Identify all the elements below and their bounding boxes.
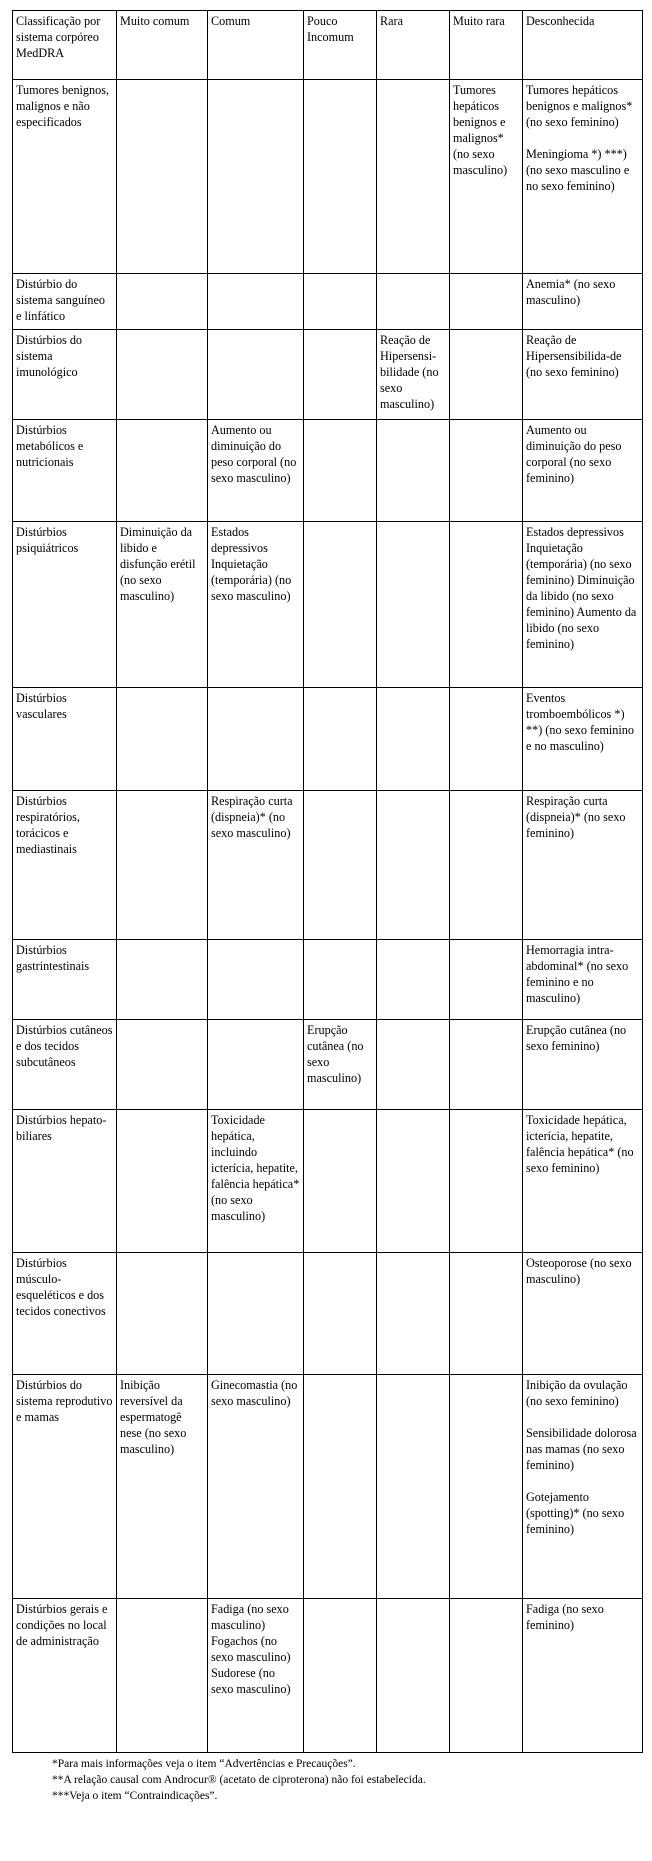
cell-text: Eventos tromboembólicos *) **) (no sexo feminino e no masculino) <box>526 691 634 753</box>
cell-very-rare <box>450 274 523 330</box>
cell-text: Erupção cutânea (no sexo masculino) <box>307 1023 364 1085</box>
paragraph-gap <box>526 130 639 146</box>
header-unknown: Desconhecida <box>523 11 643 80</box>
cell-unknown <box>523 420 643 522</box>
cell-text: Diminuição da libido e disfunção erétil (no sexo masculino) <box>120 525 196 603</box>
cell-very-common <box>117 1253 208 1375</box>
cell-very-rare <box>450 1599 523 1753</box>
cell-very-common <box>117 330 208 420</box>
cell-rare <box>377 330 450 420</box>
cell-uncommon <box>304 80 377 274</box>
cell-uncommon <box>304 330 377 420</box>
cell-unknown <box>523 791 643 940</box>
cell-common <box>208 1375 304 1599</box>
cell-very-rare <box>450 80 523 274</box>
cell-rare <box>377 1020 450 1110</box>
cell-text: Distúrbios do sistema reprodutivo e mamas <box>16 1378 113 1424</box>
cell-very-rare <box>450 522 523 688</box>
cell-rare <box>377 1110 450 1253</box>
cell-very-rare <box>450 1375 523 1599</box>
cell-text: Distúrbios cutâneos e dos tecidos subcutâneos <box>16 1023 113 1069</box>
cell-unknown <box>523 274 643 330</box>
cell-uncommon <box>304 1110 377 1253</box>
footnotes <box>52 1756 642 1804</box>
cell-very-common <box>117 1020 208 1110</box>
cell-unknown <box>523 1020 643 1110</box>
cell-uncommon <box>304 1020 377 1110</box>
table-row <box>13 1375 643 1599</box>
cell-very-common <box>117 688 208 791</box>
cell-uncommon <box>304 522 377 688</box>
cell-common <box>208 522 304 688</box>
header-very-rare: Muito rara <box>450 11 523 80</box>
cell-very-common <box>117 1375 208 1599</box>
cell-classification <box>13 1110 117 1253</box>
cell-common <box>208 1110 304 1253</box>
cell-classification <box>13 1253 117 1375</box>
cell-very-common <box>117 80 208 274</box>
cell-text: Fadiga (no sexo feminino) <box>526 1602 604 1632</box>
cell-rare <box>377 940 450 1020</box>
cell-rare <box>377 522 450 688</box>
cell-text: Distúrbios psiquiátricos <box>16 525 79 555</box>
table-row <box>13 274 643 330</box>
cell-very-rare <box>450 688 523 791</box>
cell-text: Estados depressivos Inquietação (temporária) (no sexo feminino) Diminuição da libido (no sexo feminino) Aumento da libido (no sexo feminino) <box>526 525 637 651</box>
cell-uncommon <box>304 420 377 522</box>
header-uncommon: Pouco Incomum <box>304 11 377 80</box>
cell-classification <box>13 940 117 1020</box>
cell-common <box>208 1020 304 1110</box>
table-row <box>13 522 643 688</box>
cell-very-common <box>117 274 208 330</box>
table-row <box>13 1110 643 1253</box>
cell-text: Hemorragia intra-abdominal* (no sexo feminino e no masculino) <box>526 943 629 1005</box>
cell-text: Distúrbios vasculares <box>16 691 67 721</box>
table-body <box>13 11 643 1753</box>
cell-text: Ginecomastia (no sexo masculino) <box>211 1378 298 1408</box>
cell-text: Sensibilidade dolorosa nas mamas (no sexo feminino) <box>526 1426 637 1472</box>
cell-text: Tumores hepáticos benignos e malignos* (no sexo masculino) <box>453 83 508 177</box>
cell-common <box>208 420 304 522</box>
cell-very-common <box>117 940 208 1020</box>
cell-rare <box>377 1599 450 1753</box>
cell-text: Estados depressivos Inquietação (temporária) (no sexo masculino) <box>211 525 292 603</box>
cell-uncommon <box>304 688 377 791</box>
cell-text: Toxicidade hepática, icterícia, hepatite, falência hepática* (no sexo feminino) <box>526 1113 634 1175</box>
cell-rare <box>377 688 450 791</box>
cell-unknown <box>523 940 643 1020</box>
cell-uncommon <box>304 1599 377 1753</box>
table-row <box>13 420 643 522</box>
cell-classification <box>13 274 117 330</box>
table-row <box>13 80 643 274</box>
cell-rare <box>377 274 450 330</box>
cell-unknown <box>523 1253 643 1375</box>
cell-classification <box>13 420 117 522</box>
cell-unknown <box>523 688 643 791</box>
cell-text: Distúrbios hepato-biliares <box>16 1113 107 1143</box>
cell-text: Erupção cutânea (no sexo feminino) <box>526 1023 627 1053</box>
cell-text: Anemia* (no sexo masculino) <box>526 277 616 307</box>
header-rare: Rara <box>377 11 450 80</box>
cell-uncommon <box>304 274 377 330</box>
cell-classification <box>13 1375 117 1599</box>
cell-text: Distúrbio do sistema sanguíneo e linfático <box>16 277 106 323</box>
cell-classification <box>13 522 117 688</box>
cell-classification <box>13 80 117 274</box>
cell-uncommon <box>304 1253 377 1375</box>
cell-very-rare <box>450 1253 523 1375</box>
cell-uncommon <box>304 940 377 1020</box>
cell-rare <box>377 791 450 940</box>
cell-classification <box>13 688 117 791</box>
cell-text: Aumento ou diminuição do peso corporal (no sexo masculino) <box>211 423 297 485</box>
table-row <box>13 940 643 1020</box>
table-row <box>13 1253 643 1375</box>
cell-very-rare <box>450 791 523 940</box>
cell-uncommon <box>304 791 377 940</box>
cell-text: Distúrbios respiratórios, torácicos e mediastinais <box>16 794 80 856</box>
cell-common <box>208 1253 304 1375</box>
cell-rare <box>377 80 450 274</box>
cell-text: Toxicidade hepática, incluindo icterícia, hepatite, falência hepática* (no sexo masculino) <box>211 1113 300 1223</box>
footnote: ***Veja o item “Contraindicações”. <box>52 1790 218 1802</box>
cell-rare <box>377 1253 450 1375</box>
cell-common <box>208 330 304 420</box>
cell-uncommon <box>304 1375 377 1599</box>
cell-classification <box>13 330 117 420</box>
cell-text: Tumores benignos, malignos e não especificados <box>16 83 109 129</box>
cell-very-rare <box>450 940 523 1020</box>
cell-text: Meningioma *) ***) (no sexo masculino e no sexo feminino) <box>526 147 630 193</box>
cell-unknown <box>523 1110 643 1253</box>
cell-text: Aumento ou diminuição do peso corporal (no sexo feminino) <box>526 423 622 485</box>
cell-common <box>208 688 304 791</box>
paragraph-gap <box>526 1473 639 1489</box>
cell-text: Respiração curta (dispneia)* (no sexo feminino) <box>526 794 626 840</box>
table-row <box>13 1020 643 1110</box>
cell-text: Reação de Hipersensi-bilidade (no sexo masculino) <box>380 333 439 411</box>
cell-text: Distúrbios músculo-esqueléticos e dos tecidos conectivos <box>16 1256 106 1318</box>
cell-very-common <box>117 420 208 522</box>
cell-text: Fadiga (no sexo masculino) Fogachos (no sexo masculino) Sudorese (no sexo masculino) <box>211 1602 291 1696</box>
table-row <box>13 1599 643 1753</box>
cell-text: Distúrbios gastrintestinais <box>16 943 90 973</box>
cell-very-common <box>117 522 208 688</box>
cell-text: Reação de Hipersensibilida-de (no sexo feminino) <box>526 333 622 379</box>
cell-text: Distúrbios metabólicos e nutricionais <box>16 423 84 469</box>
cell-unknown <box>523 80 643 274</box>
document <box>12 10 642 1804</box>
cell-common <box>208 791 304 940</box>
header-row <box>13 11 643 80</box>
cell-very-common <box>117 791 208 940</box>
footnote: *Para mais informações veja o item “Advertências e Precauções”. <box>52 1758 356 1770</box>
cell-text: Tumores hepáticos benignos e malignos* (no sexo feminino) <box>526 83 633 129</box>
cell-common <box>208 80 304 274</box>
cell-very-common <box>117 1110 208 1253</box>
header-very-common: Muito comum <box>117 11 208 80</box>
cell-very-common <box>117 1599 208 1753</box>
cell-common <box>208 940 304 1020</box>
cell-unknown <box>523 522 643 688</box>
header-common: Comum <box>208 11 304 80</box>
cell-text: Distúrbios do sistema imunológico <box>16 333 83 379</box>
cell-rare <box>377 1375 450 1599</box>
cell-common <box>208 1599 304 1753</box>
cell-very-rare <box>450 1020 523 1110</box>
cell-text: Osteoporose (no sexo masculino) <box>526 1256 632 1286</box>
table-row <box>13 688 643 791</box>
footnote: **A relação causal com Androcur® (acetato de ciproterona) não foi estabelecida. <box>52 1774 426 1786</box>
cell-very-rare <box>450 420 523 522</box>
cell-common <box>208 274 304 330</box>
cell-classification <box>13 1020 117 1110</box>
cell-unknown <box>523 1599 643 1753</box>
cell-text: Gotejamento (spotting)* (no sexo feminino) <box>526 1490 625 1536</box>
cell-text: Distúrbios gerais e condições no local de administração <box>16 1602 108 1648</box>
cell-very-rare <box>450 330 523 420</box>
cell-unknown <box>523 330 643 420</box>
table-row <box>13 791 643 940</box>
paragraph-gap <box>526 1409 639 1425</box>
cell-classification <box>13 1599 117 1753</box>
cell-rare <box>377 420 450 522</box>
cell-classification <box>13 791 117 940</box>
adverse-reactions-table <box>12 10 643 1753</box>
cell-text: Inibição da ovulação (no sexo feminino) <box>526 1378 628 1408</box>
table-row <box>13 330 643 420</box>
cell-text: Respiração curta (dispneia)* (no sexo masculino) <box>211 794 293 840</box>
cell-unknown <box>523 1375 643 1599</box>
cell-text: Inibição reversível da espermatogê nese (no sexo masculino) <box>120 1378 187 1456</box>
cell-very-rare <box>450 1110 523 1253</box>
header-classification: Classificação por sistema corpóreo MedDRA <box>13 11 117 80</box>
